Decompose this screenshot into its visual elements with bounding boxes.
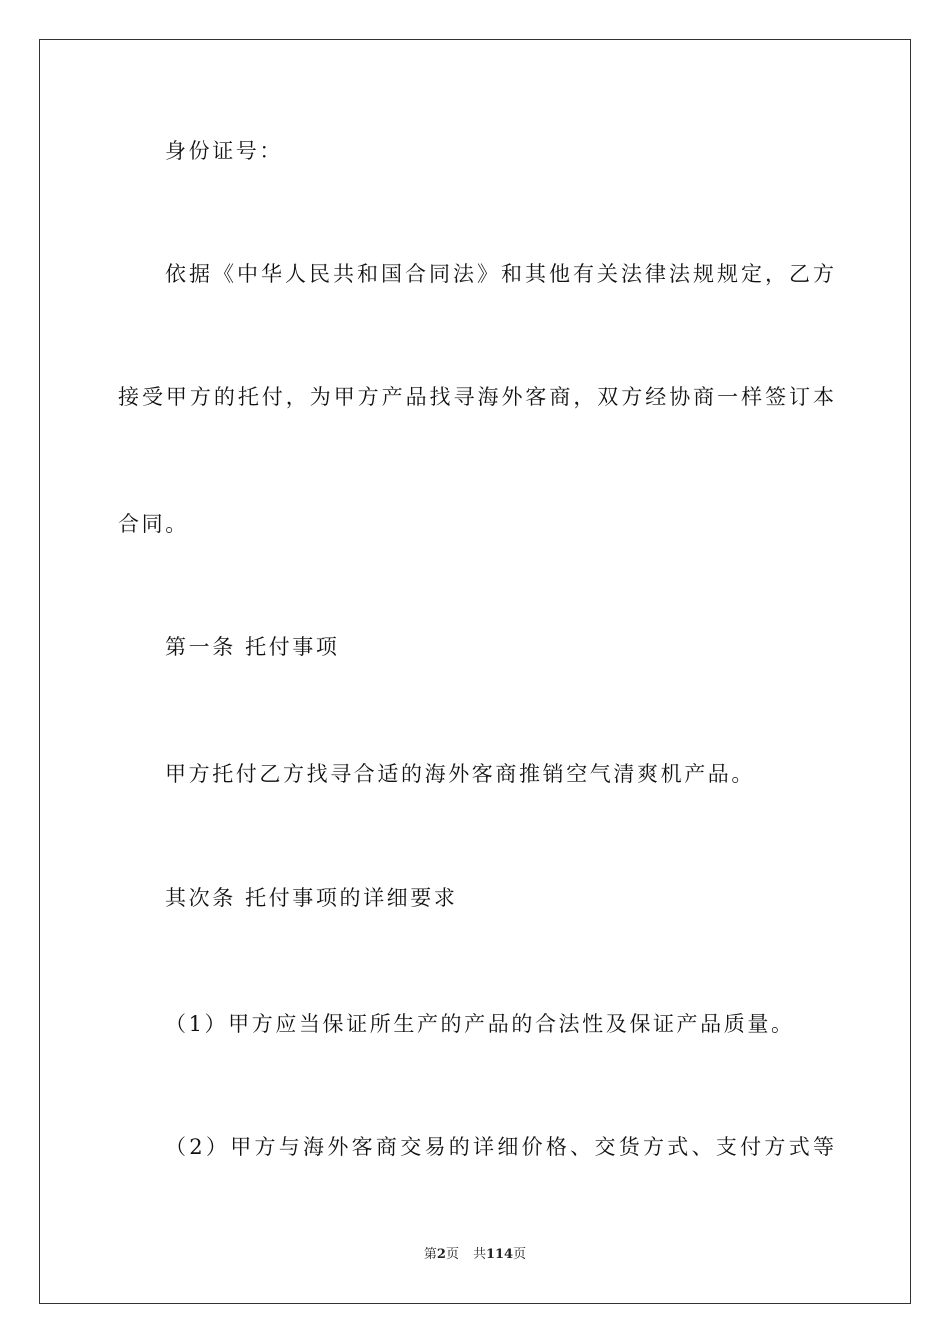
article-2-item-1: （1）甲方应当保证所生产的产品的合法性及保证产品质量。 [165, 1012, 795, 1036]
page-footer [0, 1246, 950, 1264]
footer-page-suffix: 页 [445, 1247, 459, 1262]
article-2-item-2: （2）甲方与海外客商交易的详细价格、交货方式、支付方式等 [165, 1135, 834, 1159]
article-1-body: 甲方托付乙方找寻合适的海外客商推销空气清爽机产品。 [165, 762, 755, 786]
paragraph-line-1: 依据《中华人民共和国合同法》和其他有关法律法规规定，乙方 [165, 262, 834, 286]
article-2-heading: 其次条 托付事项的详细要求 [165, 886, 458, 910]
article-1-heading: 第一条 托付事项 [165, 635, 340, 659]
footer-total-suffix: 页 [513, 1247, 527, 1262]
paragraph-line-3: 合同。 [118, 512, 189, 536]
footer-total-prefix: 共 [472, 1247, 486, 1262]
paragraph-line-2: 接受甲方的托付，为甲方产品找寻海外客商，双方经协商一样签订本 [118, 385, 834, 409]
footer-page-prefix: 第 [423, 1247, 437, 1262]
footer-page-number: 2 [436, 1247, 446, 1262]
footer-total-pages: 114 [485, 1247, 514, 1262]
page-border [39, 39, 911, 1304]
id-number-label: 身份证号： [165, 139, 283, 163]
